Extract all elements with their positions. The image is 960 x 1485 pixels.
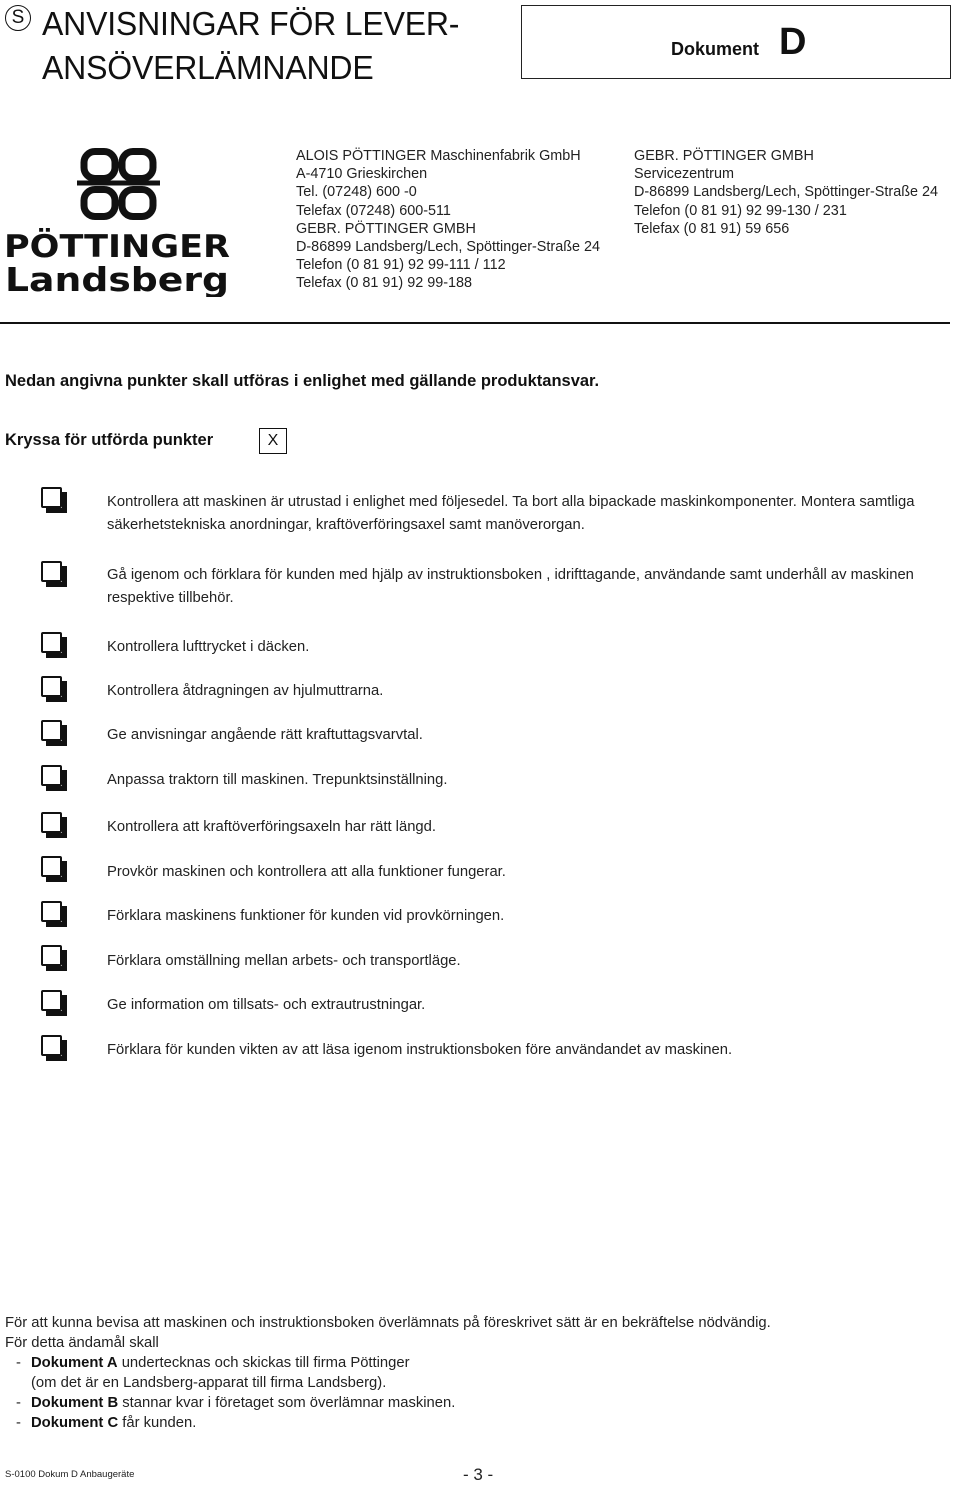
document-list-item (5, 1393, 945, 1413)
document-instruction: får kunden. (118, 1415, 197, 1431)
document-name: Dokument C (31, 1415, 119, 1431)
checklist-item-text: Ge information om tillsats- och extrautrustningar. (107, 997, 426, 1013)
address-line: Servicezentrum (634, 166, 734, 183)
document-letter: D (779, 21, 807, 63)
pottinger-landsberg-logo (2, 147, 234, 297)
list-dash: - (16, 1355, 21, 1371)
address-line: A-4710 Grieskirchen (296, 166, 428, 183)
header-divider (0, 322, 950, 324)
list-dash: - (16, 1415, 21, 1431)
checklist-item-text: Ge anvisningar angående rätt kraftuttagsvarvtal. (107, 727, 423, 743)
document-instruction: stannar kvar i företaget som överlämnar maskinen. (118, 1395, 456, 1411)
handover-note (5, 1313, 945, 1433)
address-line: Telefon (0 81 91) 92 99-130 / 231 (634, 202, 847, 219)
mark-instruction-label: Kryssa för utförda punkter (5, 431, 214, 449)
checklist-item-text: Gå igenom och förklara för kunden med hjälp av instruktionsboken , idrifttagande, användande samt underhåll av maskinen respektive tillbehör. (107, 567, 914, 606)
document-instruction: undertecknas och skickas till firma Pöttinger (117, 1355, 410, 1371)
title-line-2: ANSÖVERLÄMNANDE (42, 49, 374, 86)
checklist-item-text: Anpassa traktorn till maskinen. Trepunktsinställning. (107, 772, 448, 788)
address-line: D-86899 Landsberg/Lech, Spöttinger-Straße 24 (634, 184, 938, 201)
checklist-item-text: Förklara omställning mellan arbets- och transportläge. (107, 953, 461, 969)
language-badge: S (5, 5, 31, 31)
mark-example-box: X (259, 428, 287, 454)
document-list-item (5, 1413, 945, 1433)
instructions-headline: Nedan angivna punkter skall utföras i enlighet med gällande produktansvar. (5, 372, 600, 390)
checkbox[interactable] (41, 901, 77, 928)
address-line: Telefax (07248) 600-511 (296, 202, 451, 219)
address-line: Telefon (0 81 91) 92 99-111 / 112 (296, 257, 506, 274)
checkbox[interactable] (41, 561, 77, 588)
document-list (5, 1353, 945, 1433)
document-instruction: (om det är en Landsberg-apparat till firma Landsberg). (31, 1375, 387, 1391)
note-line: För att kunna bevisa att maskinen och instruktionsboken överlämnats på föreskrivet sätt är en bekräftelse nödvändig. (5, 1315, 771, 1331)
address-line: GEBR. PÖTTINGER GMBH (296, 220, 476, 237)
document-label: Dokument (671, 39, 760, 59)
document-id-box (521, 5, 951, 79)
checklist-item-text: Kontrollera att maskinen är utrustad i enlighet med följesedel. Ta bort alla bipackade maskinkomponenter. Montera samtliga säkerhetstekniska anordningar, kraftöverföringsaxel samt manöverorgan. (107, 494, 915, 533)
checkbox[interactable] (41, 720, 77, 747)
checkbox[interactable] (41, 990, 77, 1017)
checkbox[interactable] (41, 487, 77, 514)
logo-subbrand-text: Landsberg (5, 260, 229, 297)
document-list-item (5, 1373, 945, 1393)
checkbox[interactable] (41, 1035, 77, 1062)
document-title (42, 2, 459, 90)
list-dash: - (16, 1395, 21, 1411)
checklist-item-text: Provkör maskinen och kontrollera att alla funktioner fungerar. (107, 864, 506, 880)
page-number: - 3 - (463, 1465, 494, 1484)
document-list-item (5, 1353, 945, 1373)
checkbox[interactable] (41, 632, 77, 659)
checkbox[interactable] (41, 765, 77, 792)
checkbox[interactable] (41, 812, 77, 839)
checkbox[interactable] (41, 945, 77, 972)
address-line: GEBR. PÖTTINGER GMBH (634, 148, 814, 164)
address-block-grieskirchen (296, 147, 600, 293)
footer-reference: S-0100 Dokum D Anbaugeräte (5, 1469, 135, 1480)
checklist-item-text: Kontrollera att kraftöverföringsaxeln har rätt längd. (107, 819, 436, 835)
address-line: ALOIS PÖTTINGER Maschinenfabrik GmbH (296, 148, 581, 164)
address-line: Telefax (0 81 91) 59 656 (634, 220, 790, 237)
address-line: D-86899 Landsberg/Lech, Spöttinger-Straße 24 (296, 239, 600, 256)
document-name: Dokument A (31, 1355, 118, 1371)
checkbox[interactable] (41, 856, 77, 883)
logo-graphic (2, 147, 234, 297)
checklist-item-text: Förklara för kunden vikten av att läsa igenom instruktionsboken före användandet av maskinen. (107, 1042, 733, 1058)
logo-brand-text: PÖTTINGER (4, 229, 205, 265)
address-line: Tel. (07248) 600 -0 (296, 184, 417, 201)
title-line-1: ANVISNINGAR FÖR LEVER- (42, 5, 460, 42)
address-block-service-center (634, 147, 938, 238)
document-name: Dokument B (31, 1395, 119, 1411)
checklist-item-text: Kontrollera åtdragningen av hjulmuttrarna. (107, 683, 384, 699)
note-line: För detta ändamål skall (5, 1335, 159, 1351)
checklist-item-text: Kontrollera lufttrycket i däcken. (107, 639, 310, 655)
checkbox[interactable] (41, 676, 77, 703)
checklist-item-text: Förklara maskinens funktioner för kunden vid provkörningen. (107, 908, 505, 924)
address-line: Telefax (0 81 91) 92 99-188 (296, 275, 473, 292)
